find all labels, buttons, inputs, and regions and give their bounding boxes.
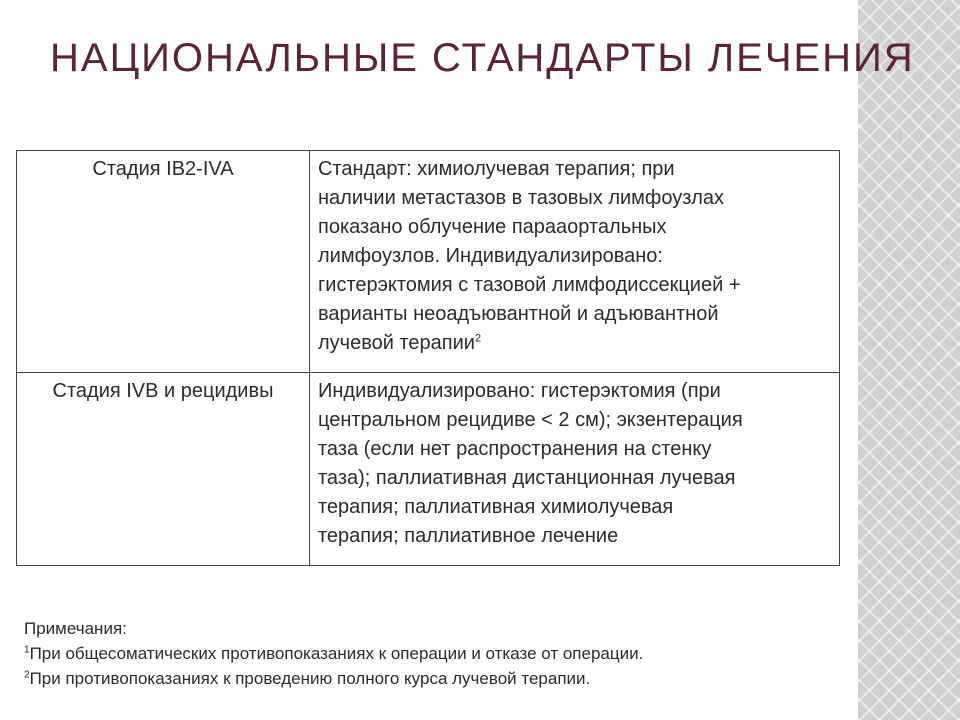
notes-section: [24, 616, 844, 691]
note-mark: 2: [24, 669, 30, 681]
stage-cell: [17, 373, 310, 566]
table-row: [17, 151, 840, 373]
stage-cell: [17, 151, 310, 373]
description-line: наличии метастазов в тазовых лимфоузлах: [318, 187, 725, 209]
treatment-standards-table: [16, 150, 840, 566]
description-cell: [310, 373, 840, 566]
table-row: [17, 373, 840, 566]
note-text: При общесоматических противопоказаниях к операции и отказе от операции.: [29, 644, 644, 663]
description-line: Стандарт: химиолучевая терапия; при: [318, 158, 675, 180]
notes-heading: Примечания:: [24, 619, 127, 638]
decorative-side-band: [858, 0, 960, 720]
stage-label: Стадия IB2-IVA: [92, 158, 234, 180]
description-line: терапия; паллиативная химиолучевая: [318, 496, 674, 518]
stage-label: Стадия IVB и рецидивы: [52, 380, 274, 402]
description-line: Индивидуализировано: гистерэктомия (при: [318, 380, 721, 402]
description-line: терапия; паллиативное лечение: [318, 525, 619, 547]
note-item: [24, 666, 844, 691]
description-line: таза); паллиативная дистанционная лучевая: [318, 467, 736, 489]
note-text: При противопоказаниях к проведению полного курса лучевой терапии.: [29, 669, 591, 688]
description-cell: [310, 151, 840, 373]
page-title: НАЦИОНАЛЬНЫЕ СТАНДАРТЫ ЛЕЧЕНИЯ: [50, 36, 915, 80]
description-line: лучевой терапии: [318, 332, 475, 354]
footnote-ref: 2: [474, 332, 482, 345]
description-line: лимфоузлов. Индивидуализировано:: [318, 245, 663, 267]
description-line: гистерэктомия с тазовой лимфодиссекцией +: [318, 274, 741, 296]
note-item: [24, 641, 844, 666]
description-line: таза (если нет распространения на стенку: [318, 438, 712, 460]
description-line: центральном рецидиве < 2 см); экзентерация: [318, 409, 743, 431]
description-line: варианты неоадъювантной и адъювантной: [318, 303, 719, 325]
note-mark: 1: [24, 644, 30, 656]
description-line: показано облучение парааортальных: [318, 216, 667, 238]
